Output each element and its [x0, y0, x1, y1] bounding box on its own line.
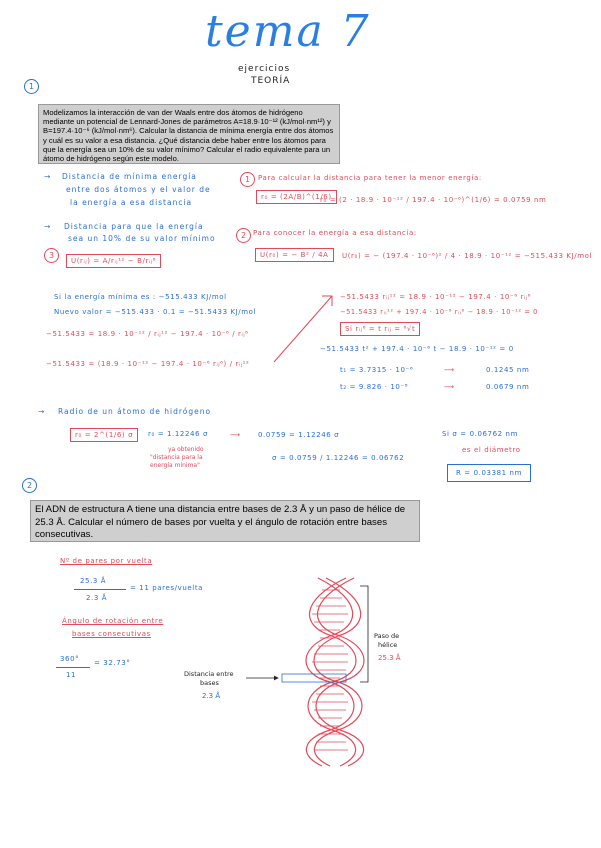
arrow-icon	[270, 290, 340, 365]
radius-equation: 0.0759 = 1.12246 σ	[258, 431, 340, 439]
formula-box: r₀ = (2A/B)^(1/6)	[256, 190, 337, 204]
question-2-line: sea un 10% de su valor mínimo	[68, 234, 216, 243]
pitch-label: Paso de	[374, 632, 400, 640]
note-line: ya obtenido	[168, 446, 204, 453]
fraction-numerator: 360°	[60, 655, 80, 663]
solution-line: −51.5433 = (18.9 · 10⁻¹² − 197.4 · 10⁻⁶ rᵢⱼ⁶) / rᵢⱼ¹²	[46, 360, 250, 368]
section-number: 1	[24, 79, 39, 94]
formula-box: U(r₀) = − B² / 4A	[255, 248, 334, 262]
arrow-icon: →	[38, 407, 46, 416]
fraction-denominator: 11	[66, 671, 77, 679]
step-1-calc: r₀ = (2 · 18.9 · 10⁻¹² / 197.4 · 10⁻⁶)^(1/6) = 0.0759 nm	[320, 196, 547, 204]
step-number: 3	[44, 248, 59, 263]
arrow-icon: ⟶	[444, 383, 455, 391]
problem-statement: Modelizamos la interacción de van der Waals entre dos átomos de hidrógeno mediante un potencial de Lennard-Jones de parámetros A=18.9·10⁻¹² (kJ/mol·nm¹²) y B=197.4·10⁻⁶ (kJ/mol·nm⁶). Calcular la distancia de mínima energía entre dos átomos y cuál es su valor a esa distancia. ¿Qué distancia debe haber entre los átomos para que la energía sea un 10% de su valor mínimo? Calcular el radio equivalente para un átomo de hidrógeno según este modelo.	[38, 104, 340, 164]
problem-statement: El ADN de estructura A tiene una distancia entre bases de 2.3 Å y un paso de hélice de 25.3 Å. Calcular el número de bases por vuelta y el ángulo de rotación entre bases consecutivas.	[30, 500, 420, 542]
angle-label: bases consecutivas	[72, 630, 151, 638]
solution-line: −51.5433 rᵢⱼ¹² + 197.4 · 10⁻⁶ rᵢⱼ⁶ − 18.9 · 10⁻¹² = 0	[340, 308, 538, 316]
formula-box: U(rᵢⱼ) = A/rᵢⱼ¹² − B/rᵢⱼ⁶	[66, 254, 161, 268]
question-2-line: Distancia para que la energía	[64, 222, 204, 231]
arrow-icon: ⟶	[230, 431, 241, 439]
angle-label: Ángulo de rotación entre	[62, 617, 164, 625]
answer-box: R = 0.03381 nm	[447, 464, 531, 482]
step-1-label: Para calcular la distancia para tener la menor energía:	[258, 174, 482, 182]
section-number: 2	[22, 478, 37, 493]
solution-line: −51.5433 rᵢⱼ¹² = 18.9 · 10⁻¹² − 197.4 · 10⁻⁶ rᵢⱼ⁶	[340, 293, 532, 301]
t2-value: t₂ = 9.826 · 10⁻⁸	[340, 383, 409, 391]
arrow-icon: ⟶	[444, 366, 455, 374]
sigma-value: Si σ = 0.06762 nm	[442, 430, 518, 438]
solution-line: −51.5433 t² + 197.4 · 10⁻⁶ t − 18.9 · 10⁻¹² = 0	[320, 345, 514, 353]
bases-result: = 11 pares/vuelta	[130, 584, 204, 592]
step-2-label: Para conocer la energía a esa distancia:	[253, 229, 417, 237]
angle-result: = 32.73°	[94, 659, 131, 667]
note-line: "distancia para la	[150, 454, 203, 461]
solution-line: Nuevo valor = −515.433 · 0.1 = −51.5433 KJ/mol	[54, 308, 257, 316]
page-subtitle-theory: TEORÍA	[251, 76, 291, 86]
arrow-icon: →	[44, 172, 52, 181]
r0-value: r₀ = 1.12246 σ	[148, 430, 209, 438]
question-1-line: entre dos átomos y el valor de	[66, 185, 211, 194]
fraction-denominator: 2.3 Å	[86, 594, 108, 602]
diameter-note: es el diámetro	[462, 446, 521, 454]
fraction-bar	[56, 667, 90, 668]
step-2-calc: U(r₀) = − (197.4 · 10⁻⁶)² / 4 · 18.9 · 10⁻¹² = −515.433 KJ/mol	[342, 252, 593, 260]
question-1-line: la energía a esa distancia	[70, 198, 193, 207]
radius-label: Radio de un átomo de hidrógeno	[58, 407, 212, 416]
distance-label: bases	[200, 679, 219, 687]
dna-helix-icon	[244, 570, 374, 770]
pitch-label: hélice	[378, 641, 398, 649]
t1-value: t₁ = 3.7315 · 10⁻⁶	[340, 366, 414, 374]
substitution-box: Si rᵢⱼ⁶ = t rᵢⱼ = ⁶√t	[340, 322, 420, 336]
solution-line: −51.5433 = 18.9 · 10⁻¹² / rᵢⱼ¹² − 197.4 · 10⁻⁶ / rᵢⱼ⁶	[46, 330, 249, 338]
solution-line: Si la energía mínima es : −515.433 KJ/mol	[54, 293, 227, 301]
page-title: tema 7	[205, 6, 371, 57]
t2-result: 0.0679 nm	[486, 383, 530, 391]
formula-box: r₀ = 2^(1/6) σ	[70, 428, 138, 442]
step-number: 2	[236, 228, 251, 243]
sigma-equation: σ = 0.0759 / 1.12246 = 0.06762	[272, 454, 405, 462]
arrow-icon: →	[44, 222, 52, 231]
pitch-value: 25.3 Å	[378, 654, 401, 662]
fraction-bar	[74, 589, 126, 590]
note-line: energía mínima"	[150, 462, 200, 469]
distance-label: Distancia entre	[184, 670, 234, 678]
t1-result: 0.1245 nm	[486, 366, 530, 374]
bases-label: Nº de pares por vuelta	[60, 557, 153, 565]
question-1-line: Distancia de mínima energía	[62, 172, 197, 181]
page-subtitle: ejercicios	[238, 64, 291, 74]
distance-value: 2.3 Å	[202, 692, 221, 700]
step-number: 1	[240, 172, 255, 187]
fraction-numerator: 25.3 Å	[80, 577, 107, 585]
